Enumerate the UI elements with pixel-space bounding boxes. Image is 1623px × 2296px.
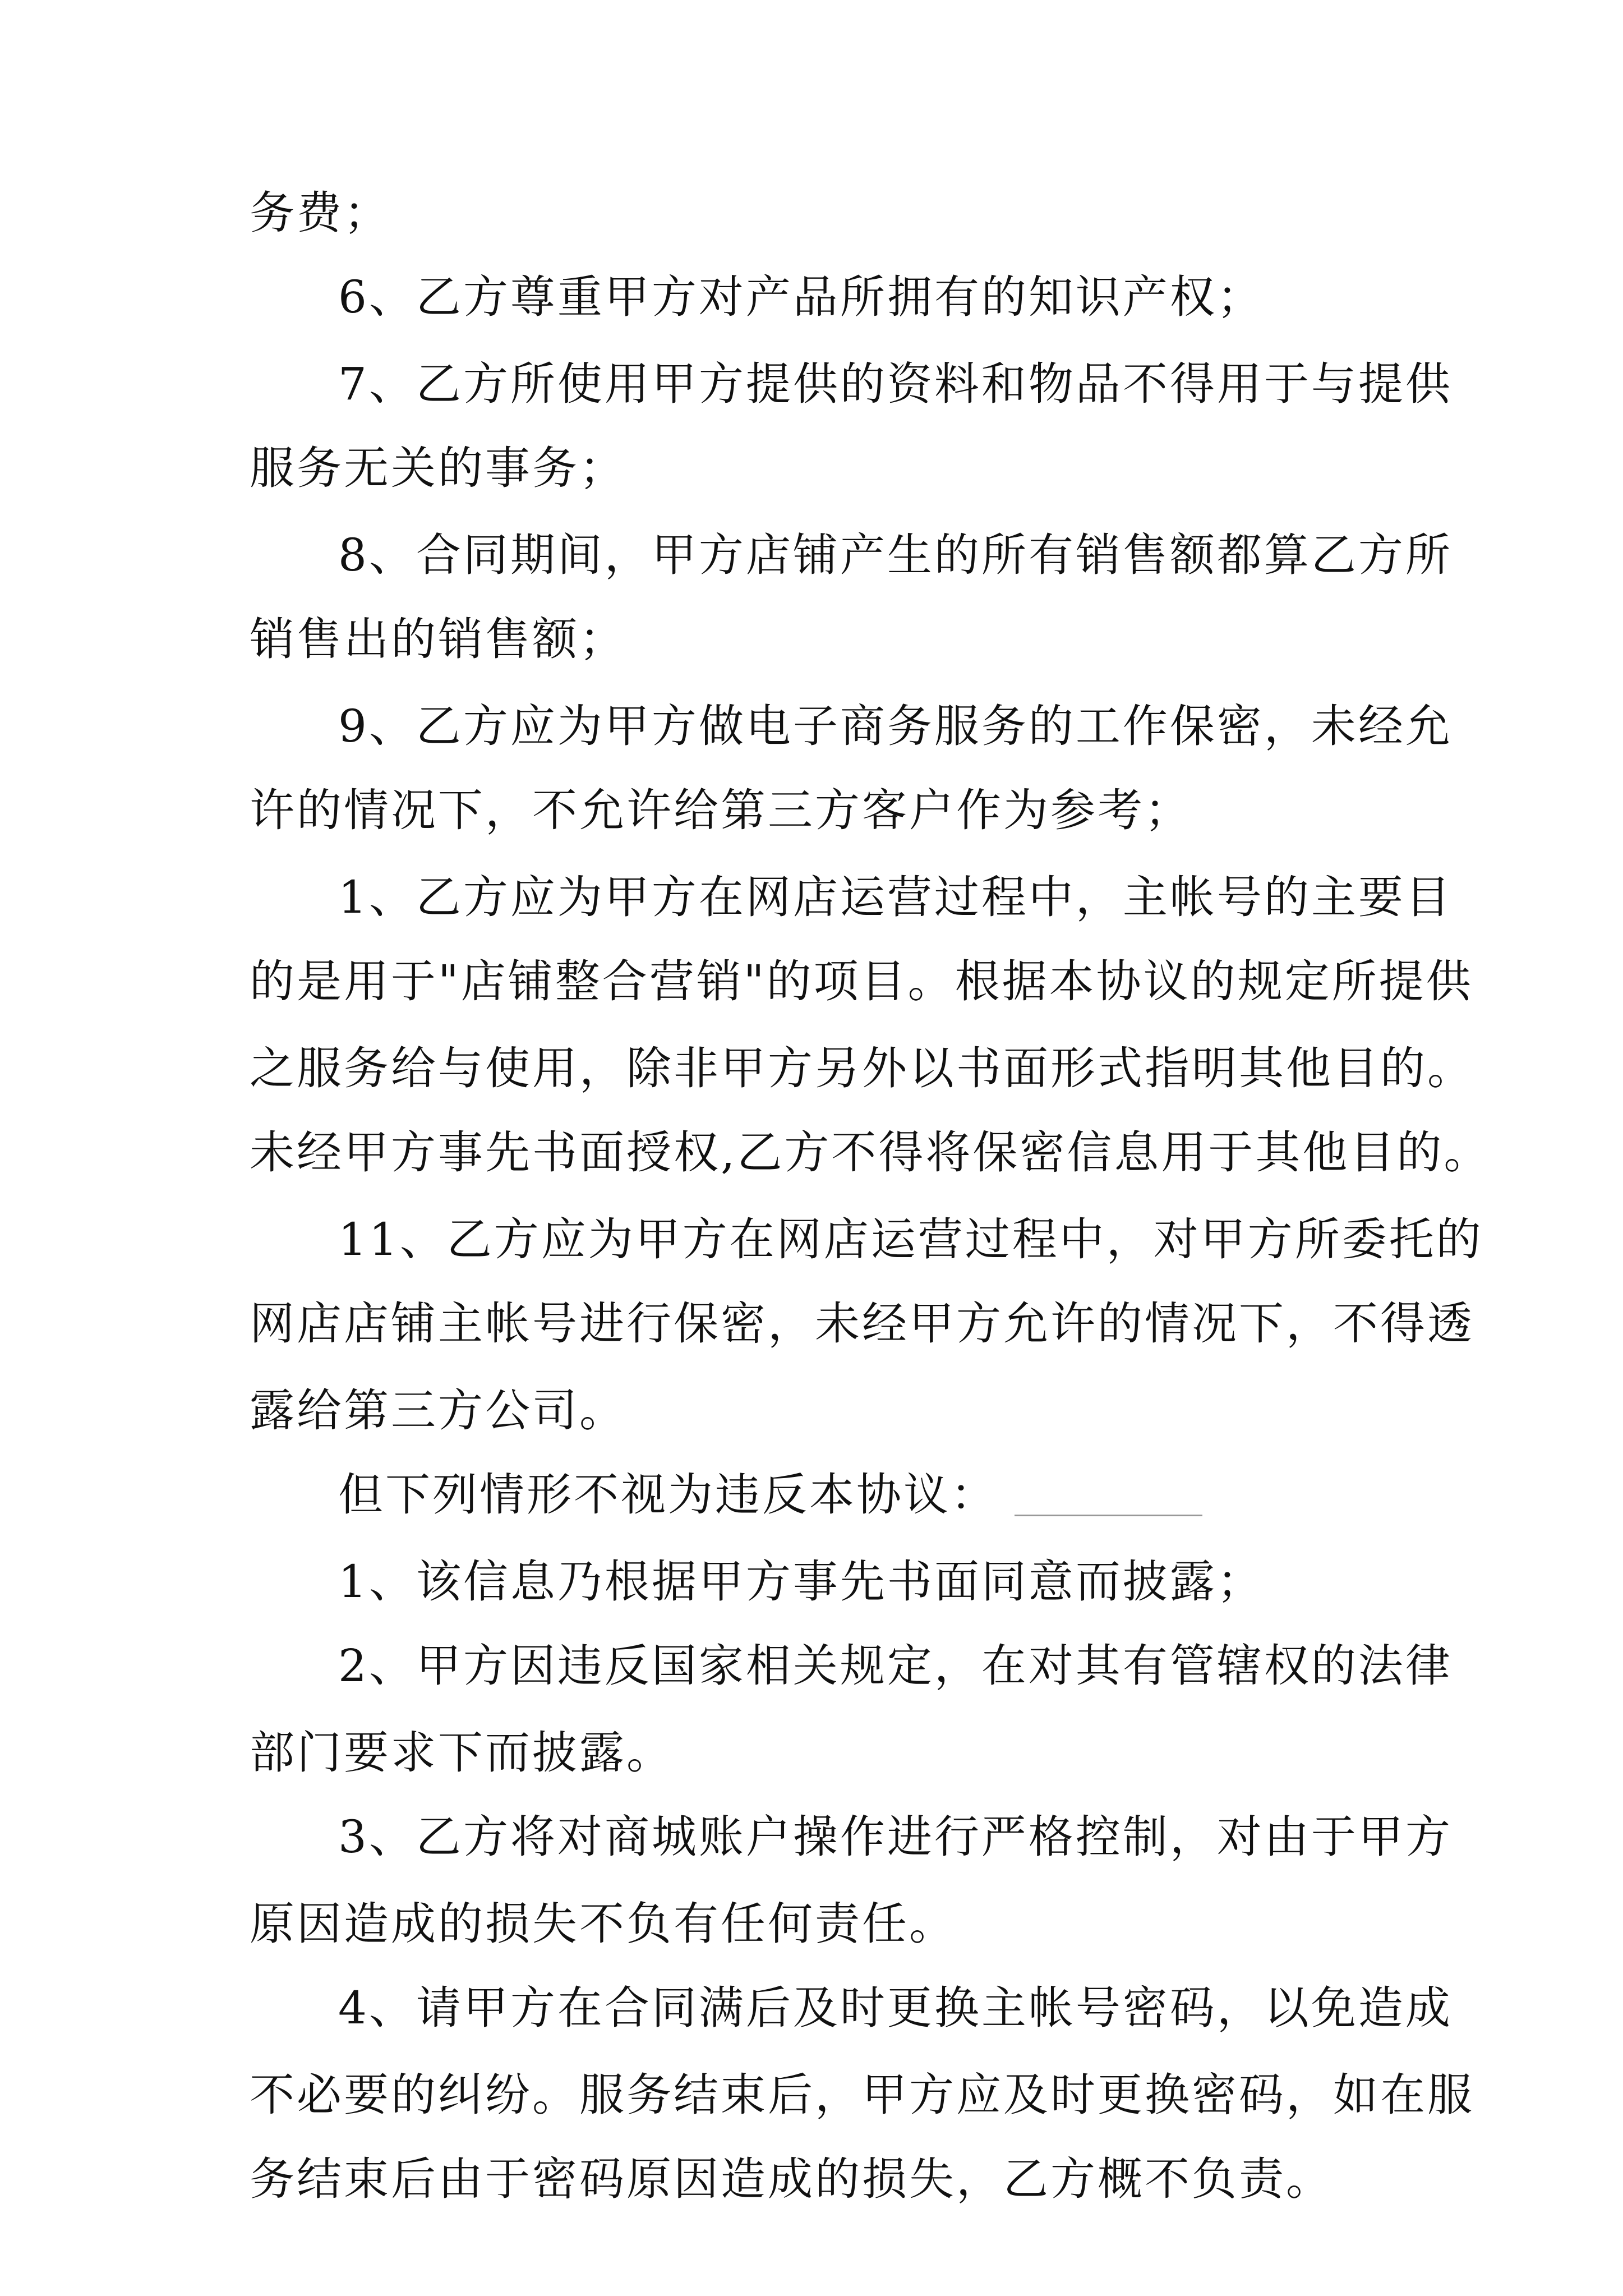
text-line: 2、甲方因违反国家相关规定，在对其有管辖权的法律 bbox=[338, 1640, 1453, 1692]
text-line: 销售出的销售额； bbox=[250, 613, 626, 665]
text-line: 原因造成的损失不负有任何责任。 bbox=[250, 1898, 956, 1950]
text-line: 1、该信息乃根据甲方事先书面同意而披露； bbox=[338, 1556, 1264, 1608]
text-line: 1、乙方应为甲方在网店运营过程中，主帐号的主要目 bbox=[338, 871, 1453, 923]
text-line: 网店店铺主帐号进行保密，未经甲方允许的情况下，不得透 bbox=[250, 1297, 1474, 1350]
text-line: 许的情况下，不允许给第三方客户作为参考； bbox=[250, 784, 1192, 836]
text-line: 6、乙方尊重甲方对产品所拥有的知识产权； bbox=[338, 271, 1264, 323]
text-line: 7、乙方所使用甲方提供的资料和物品不得用于与提供 bbox=[338, 358, 1453, 410]
text-line: 4、请甲方在合同满后及时更换主帐号密码，以免造成 bbox=[338, 1982, 1453, 2034]
text-line: 11、乙方应为甲方在网店运营过程中，对甲方所委托的 bbox=[338, 1213, 1483, 1266]
text-line: 的是用于"店铺整合营销"的项目。根据本协议的规定所提供 bbox=[250, 955, 1473, 1007]
text-line: 未经甲方事先书面授权,乙方不得将保密信息用于其他目的。 bbox=[250, 1126, 1491, 1179]
text-line: 露给第三方公司。 bbox=[250, 1384, 626, 1437]
text-line: 服务无关的事务； bbox=[250, 442, 626, 494]
text-line-with-blank bbox=[338, 1461, 1202, 1529]
text-line: 但下列情形不视为违反本协议： bbox=[338, 1469, 998, 1521]
text-line: 3、乙方将对商城账户操作进行严格控制，对由于甲方 bbox=[338, 1811, 1453, 1863]
text-line: 部门要求下而披露。 bbox=[250, 1727, 674, 1779]
text-line: 8、合同期间，甲方店铺产生的所有销售额都算乙方所 bbox=[338, 529, 1453, 581]
text-line: 之服务给与使用，除非甲方另外以书面形式指明其他目的。 bbox=[250, 1042, 1474, 1094]
text-line: 务结束后由于密码原因造成的损失，乙方概不负责。 bbox=[250, 2153, 1333, 2205]
text-line: 9、乙方应为甲方做电子商务服务的工作保密，未经允 bbox=[338, 700, 1453, 752]
fill-in-blank bbox=[1015, 1481, 1202, 1516]
text-line: 务费； bbox=[250, 187, 391, 239]
text-line: 不必要的纠纷。服务结束后，甲方应及时更换密码，如在服 bbox=[250, 2069, 1474, 2121]
